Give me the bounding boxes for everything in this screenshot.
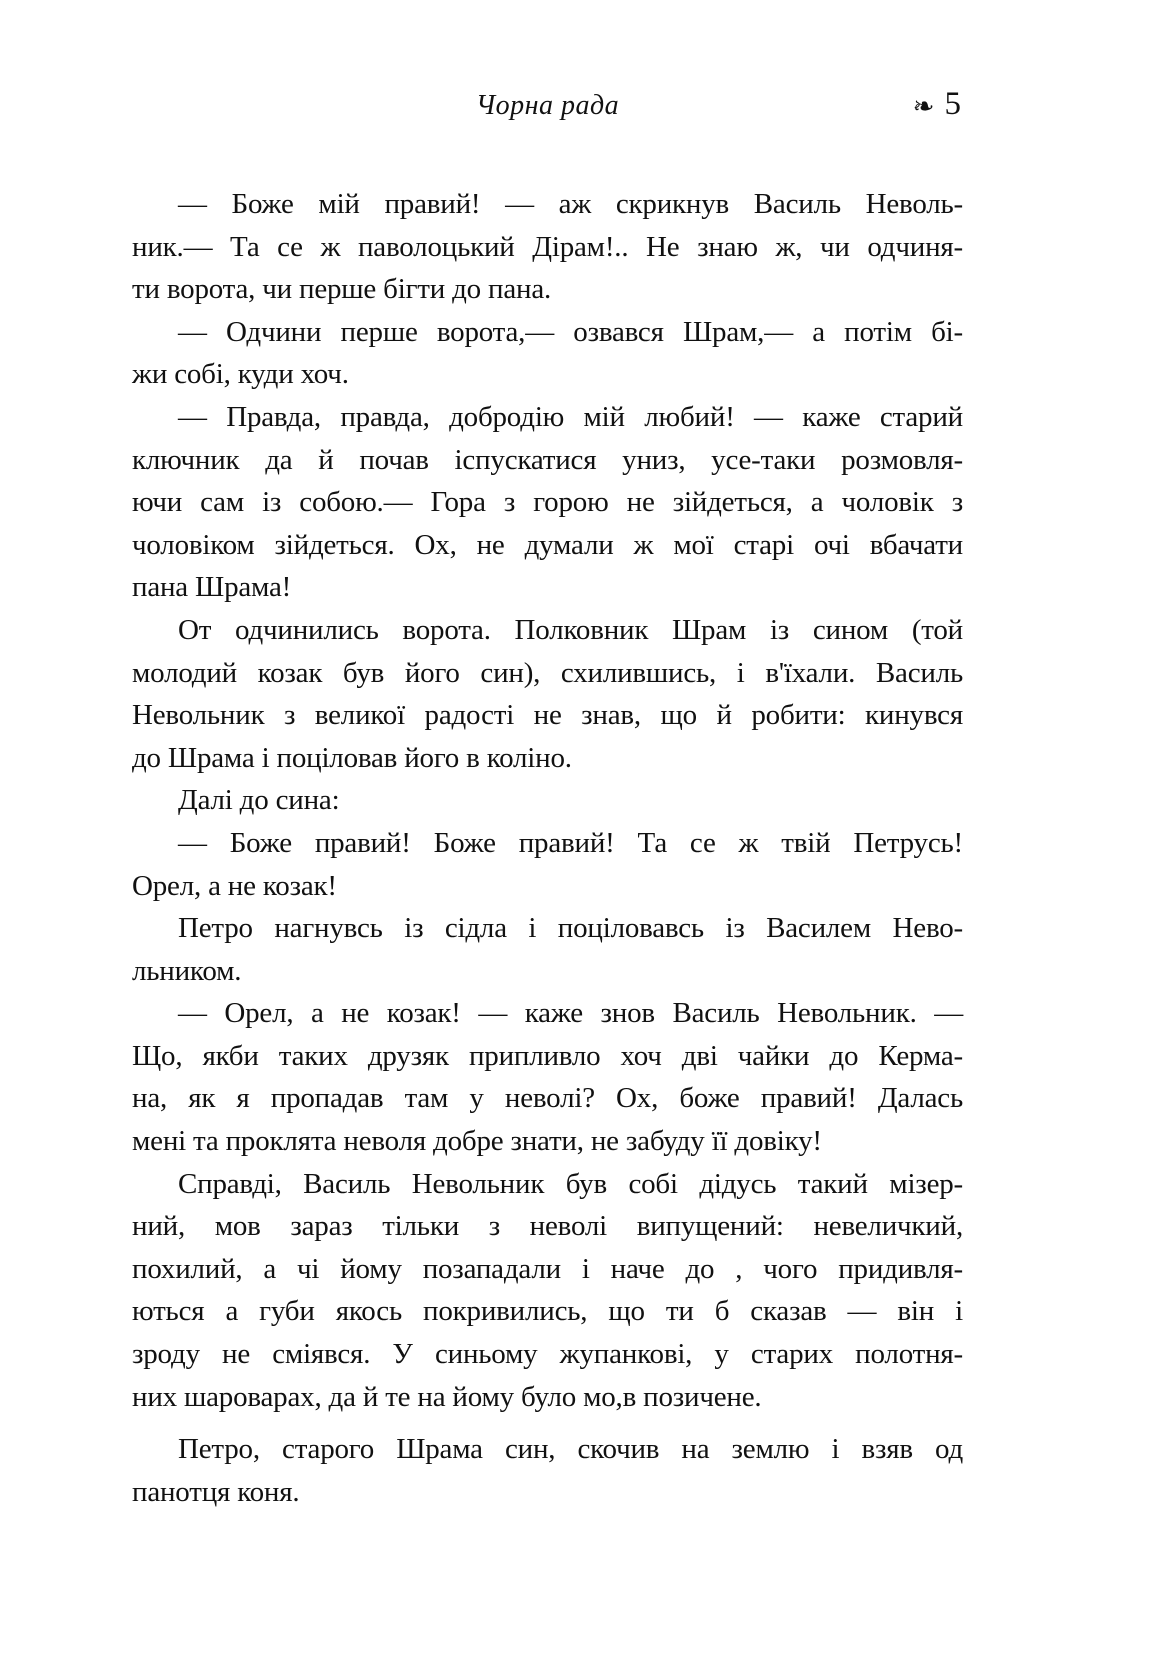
text-line: мені та проклята неволя добре знати, не забуду її довіку!: [132, 1125, 822, 1158]
text-line: ються а губи якось покривились, що ти б сказав — він і: [132, 1295, 963, 1328]
text-line: — Одчини перше ворота,— озвався Шрам,— а потім бі-: [178, 315, 963, 348]
text-line: Орел, а не козак!: [132, 869, 337, 902]
text-line: ти ворота, чи перше бігти до пана.: [132, 273, 552, 306]
text-line: — Боже правий! Боже правий! Та се ж твій Петрусь!: [178, 826, 963, 859]
running-title: Чорна рада: [475, 90, 620, 121]
text-line: на, як я пропадав там у неволі? Ох, боже правий! Далась: [132, 1082, 963, 1115]
text-line: чоловіком зійдеться. Ох, не думали ж мої старі очі вбачати: [132, 528, 963, 561]
text-line: — Орел, а не козак! — каже знов Василь Невольник. —: [178, 997, 963, 1030]
text-line: молодий козак був його син), схилившись, і в'їхали. Василь: [132, 656, 963, 689]
text-line: ний, мов зараз тільки з неволі випущений: невеличкий,: [132, 1210, 963, 1243]
text-line: Невольник з великої радості не знав, що й робити: кинувся: [132, 699, 963, 732]
text-line: до Шрама і поціловав його в коліно.: [132, 741, 572, 774]
text-line: Петро нагнувсь із сідла і поціловавсь із Василем Нево-: [178, 912, 963, 945]
text-line: Петро, старого Шрама син, скочив на землю і взяв од: [178, 1433, 963, 1466]
text-line: них шароварах, да й те на йому було мо,в позичене.: [132, 1380, 762, 1413]
text-line: — Боже мій правий! — аж скрикнув Василь Неволь-: [178, 188, 963, 220]
text-line: похилий, а чі йому позападали і наче до , чого придивля-: [132, 1252, 963, 1285]
text-line: Далі до сина:: [178, 784, 340, 817]
text-line: — Правда, правда, добродію мій любий! — каже старий: [178, 400, 963, 433]
text-line: ючи сам із собою.— Гора з горою не зійдеться, а чоловік з: [132, 486, 963, 519]
text-line: Справді, Василь Невольник був собі дідусь такий мізер-: [178, 1167, 963, 1200]
page-body: [132, 183, 963, 1513]
text-line: Що, якби таких друзяк припливло хоч дві чайки до Керма-: [132, 1039, 963, 1072]
page-number: 5: [944, 86, 961, 122]
text-line: пана Шрама!: [132, 571, 292, 604]
text-line: жи собі, куди хоч.: [132, 358, 349, 391]
text-line: От одчинились ворота. Полковник Шрам із сином (той: [178, 613, 963, 646]
text-line: ник.— Та се ж паволоцький Дірам!.. Не знаю ж, чи одчиня-: [132, 230, 963, 263]
text-line: зроду не сміявся. У синьому жупанкові, у старих полотня-: [132, 1338, 963, 1371]
aldus-leaf-icon: ❧: [912, 91, 935, 122]
text-line: ключник да й почав іспускатися униз, усе-таки розмовля-: [132, 443, 963, 476]
text-line: льником.: [132, 954, 242, 987]
text-line: панотця коня.: [132, 1475, 300, 1508]
folio-group: [913, 88, 961, 121]
running-head: [132, 88, 963, 132]
